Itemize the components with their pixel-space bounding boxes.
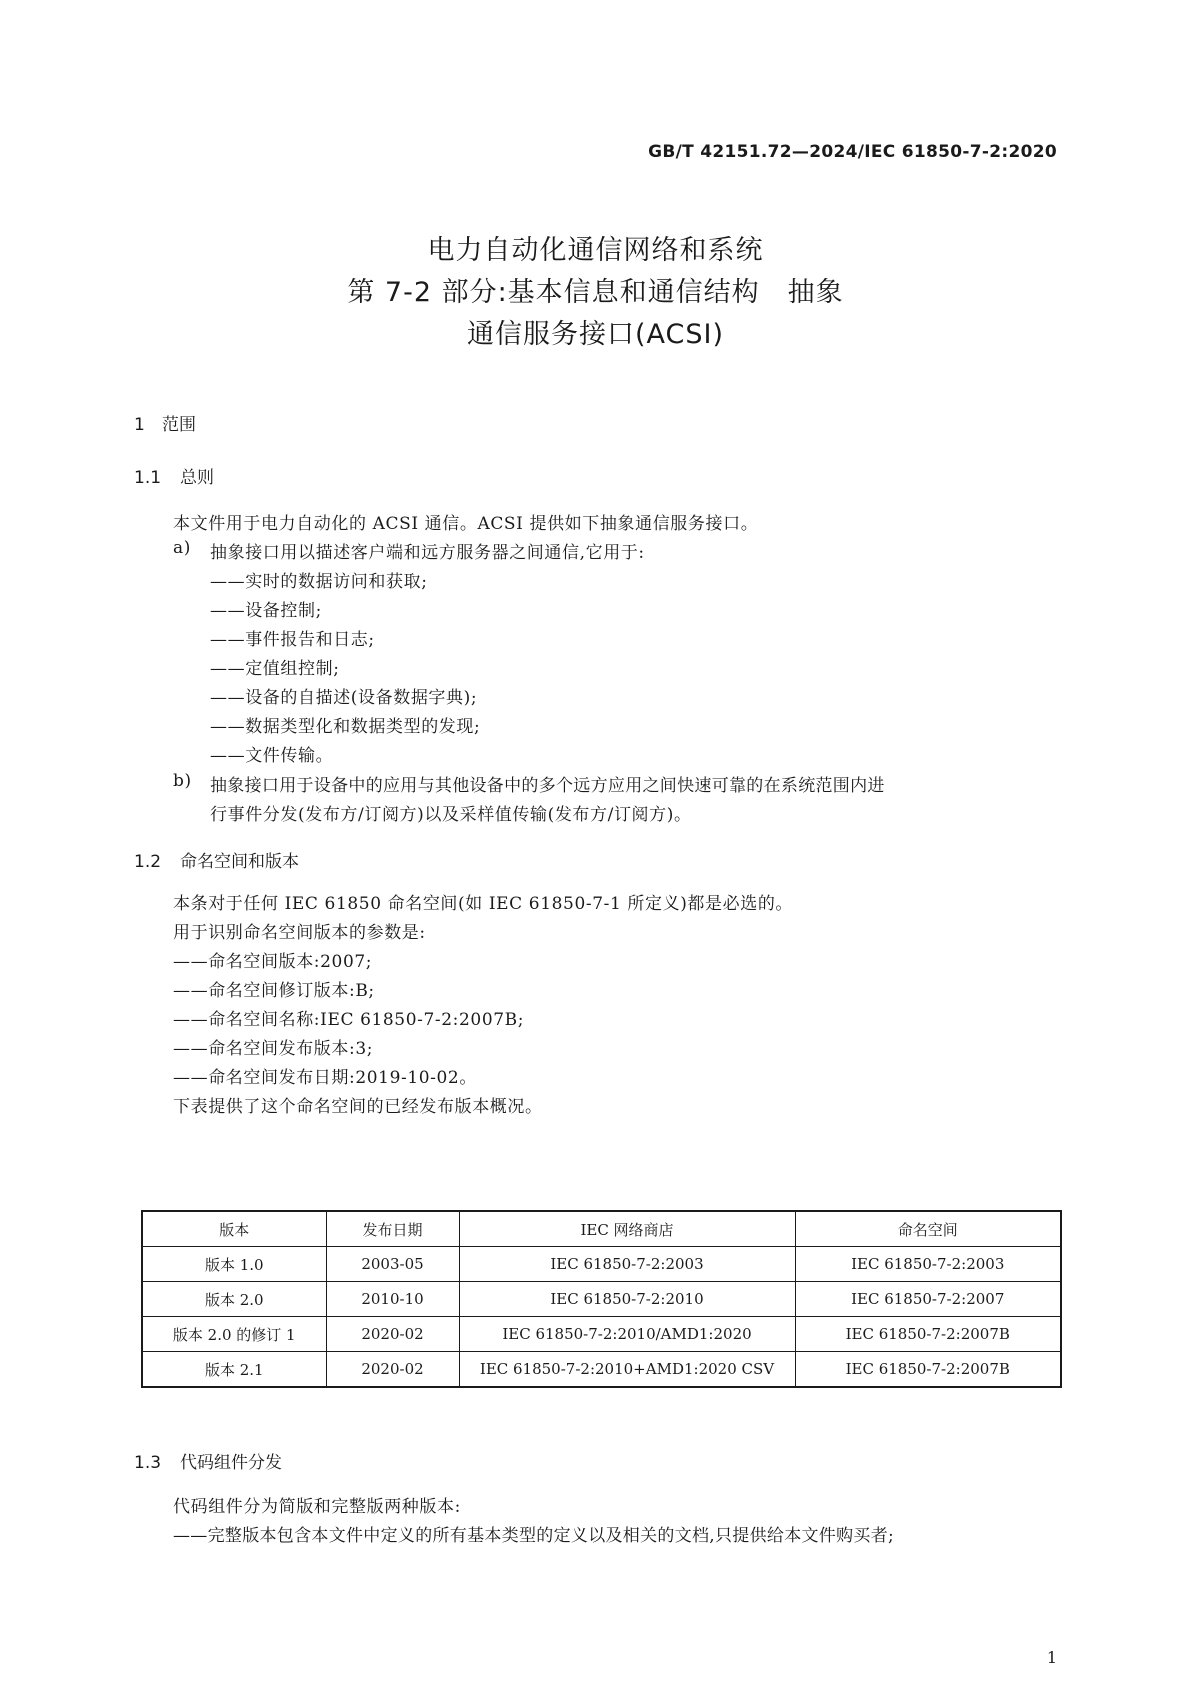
list-item: ——设备的自描述(设备数据字典); — [210, 688, 478, 708]
section-1-3-para-1: 代码组件分为简版和完整版两种版本: — [173, 1497, 461, 1517]
column-header: 命名空间 — [795, 1211, 1061, 1247]
list-item: ——设备控制; — [210, 601, 322, 621]
table-cell: 版本 2.0 — [142, 1282, 326, 1317]
table-cell: 2020-02 — [326, 1352, 459, 1388]
item-a-text: 抽象接口用以描述客户端和远方服务器之间通信,它用于: — [210, 543, 645, 563]
table-row — [142, 1317, 1061, 1352]
table-row — [142, 1352, 1061, 1388]
table-cell: 2003-05 — [326, 1247, 459, 1282]
section-1-2-para-1: 本条对于任何 IEC 61850 命名空间(如 IEC 61850-7-1 所定义)都是必选的。 — [173, 894, 794, 914]
table-cell: 2020-02 — [326, 1317, 459, 1352]
list-item: ——事件报告和日志; — [210, 630, 375, 650]
namespace-versions-table — [141, 1210, 1062, 1388]
section-1-3-heading — [134, 1448, 282, 1473]
table-row — [142, 1282, 1061, 1317]
table-cell: IEC 61850-7-2:2003 — [459, 1247, 795, 1282]
param-item: ——命名空间名称:IEC 61850-7-2:2007B; — [173, 1010, 525, 1030]
param-item: ——命名空间版本:2007; — [173, 952, 373, 972]
section-1-1-intro: 本文件用于电力自动化的 ACSI 通信。ACSI 提供如下抽象通信服务接口。 — [173, 514, 759, 534]
document-title-line-1: 电力自动化通信网络和系统 — [427, 235, 764, 266]
page-number: 1 — [1046, 1648, 1057, 1667]
item-b-text-line-2: 行事件分发(发布方/订阅方)以及采样值传输(发布方/订阅方)。 — [210, 805, 692, 825]
table-cell: 版本 1.0 — [142, 1247, 326, 1282]
table-row — [142, 1247, 1061, 1282]
standard-code: GB/T 42151.72—2024/IEC 61850-7-2:2020 — [648, 142, 1057, 162]
table-cell: 2010-10 — [326, 1282, 459, 1317]
section-1-2-heading — [134, 847, 299, 872]
table-cell: IEC 61850-7-2:2010 — [459, 1282, 795, 1317]
table-cell: 版本 2.0 的修订 1 — [142, 1317, 326, 1352]
section-1-heading — [134, 410, 196, 435]
section-1-2-para-2: 用于识别命名空间版本的参数是: — [173, 923, 426, 943]
param-item: ——命名空间发布日期:2019-10-02。 — [173, 1068, 477, 1088]
table-cell: IEC 61850-7-2:2010+AMD1:2020 CSV — [459, 1352, 795, 1388]
table-cell: IEC 61850-7-2:2007 — [795, 1282, 1061, 1317]
section-1-1-heading — [134, 463, 214, 488]
column-header: IEC 网络商店 — [459, 1211, 795, 1247]
table-intro: 下表提供了这个命名空间的已经发布版本概况。 — [173, 1097, 543, 1117]
section-1-3-para-2: ——完整版本包含本文件中定义的所有基本类型的定义以及相关的文档,只提供给本文件购买者; — [173, 1526, 895, 1546]
section-number: 1.2 — [134, 852, 162, 872]
item-a-label: a) — [173, 538, 191, 558]
item-b-label: b) — [173, 771, 192, 791]
section-title: 范围 — [162, 415, 196, 435]
section-number: 1 — [134, 415, 145, 435]
item-b-text-line-1: 抽象接口用于设备中的应用与其他设备中的多个远方应用之间快速可靠的在系统范围内进 — [210, 776, 885, 796]
column-header: 发布日期 — [326, 1211, 459, 1247]
section-title: 总则 — [180, 468, 214, 488]
table-header-row — [142, 1211, 1061, 1247]
list-item: ——文件传输。 — [210, 746, 334, 766]
table-cell: IEC 61850-7-2:2007B — [795, 1352, 1061, 1388]
table-cell: IEC 61850-7-2:2007B — [795, 1317, 1061, 1352]
list-item: ——定值组控制; — [210, 659, 340, 679]
document-title-line-2: 第 7-2 部分:基本信息和通信结构 抽象 — [347, 277, 844, 308]
list-item: ——实时的数据访问和获取; — [210, 572, 428, 592]
table-cell: IEC 61850-7-2:2010/AMD1:2020 — [459, 1317, 795, 1352]
param-item: ——命名空间修订版本:B; — [173, 981, 375, 1001]
list-item: ——数据类型化和数据类型的发现; — [210, 717, 481, 737]
section-number: 1.1 — [134, 468, 162, 488]
column-header: 版本 — [142, 1211, 326, 1247]
table-cell: IEC 61850-7-2:2003 — [795, 1247, 1061, 1282]
section-title: 代码组件分发 — [180, 1453, 282, 1473]
section-number: 1.3 — [134, 1453, 162, 1473]
section-title: 命名空间和版本 — [180, 852, 299, 872]
document-title-line-3: 通信服务接口(ACSI) — [466, 319, 725, 350]
param-item: ——命名空间发布版本:3; — [173, 1039, 374, 1059]
table-cell: 版本 2.1 — [142, 1352, 326, 1388]
